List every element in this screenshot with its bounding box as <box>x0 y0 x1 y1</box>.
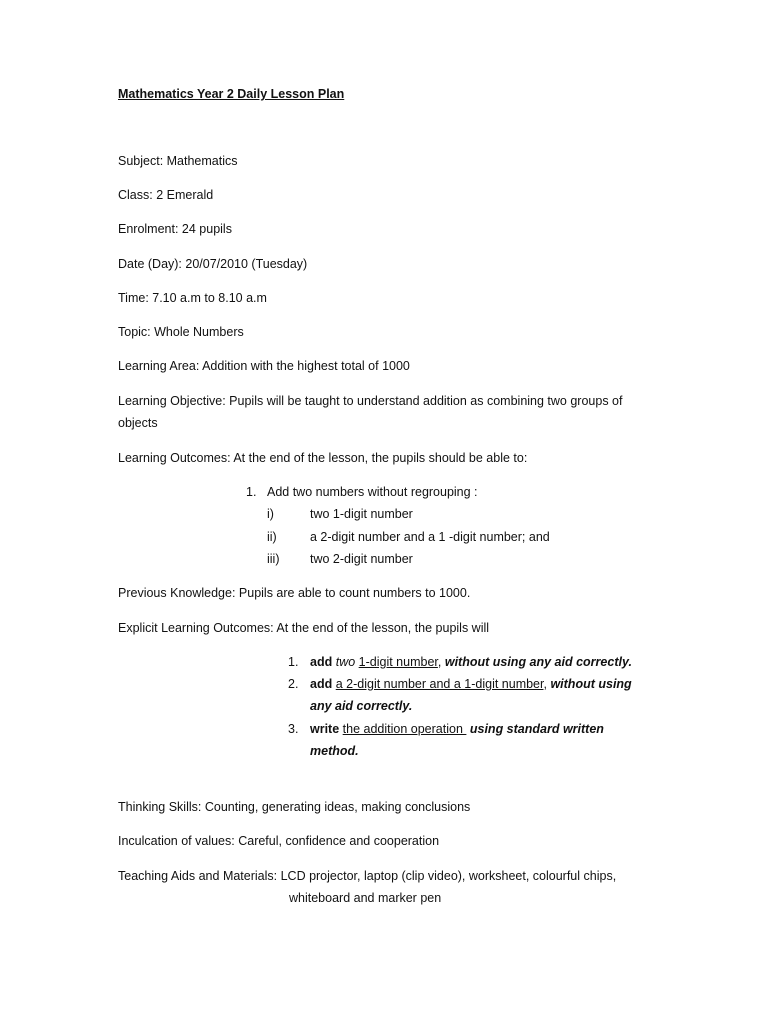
explicit-item-1 <box>310 654 632 670</box>
learning-objective-line2: objects <box>118 416 158 430</box>
subitem-roman: iii) <box>267 552 280 566</box>
explicit-bold-italic: without using <box>550 677 632 691</box>
time-line: Time: 7.10 a.m to 8.10 a.m <box>118 291 267 305</box>
explicit-item-number: 3. <box>288 722 299 736</box>
explicit-italic: two <box>335 655 356 669</box>
explicit-comma: , <box>543 677 547 691</box>
learning-outcomes-intro: Learning Outcomes: At the end of the lesson, the pupils should be able to: <box>118 451 528 465</box>
explicit-item-number: 1. <box>288 655 299 669</box>
explicit-item-3-continued: method. <box>310 744 359 758</box>
subitem-text: two 2-digit number <box>310 552 413 566</box>
explicit-underlined: a 2-digit number and a 1-digit number <box>335 677 544 691</box>
learning-objective-line1: Learning Objective: Pupils will be taught to understand addition as combining two groups of <box>118 394 623 408</box>
subitem-roman: ii) <box>267 530 277 544</box>
subject-line: Subject: Mathematics <box>118 154 238 168</box>
subitem-roman: i) <box>267 507 274 521</box>
explicit-item-2 <box>310 676 632 692</box>
teaching-aids-line1: Teaching Aids and Materials: LCD projector, laptop (clip video), worksheet, colourful chips, <box>118 869 617 883</box>
class-line: Class: 2 Emerald <box>118 188 214 202</box>
date-line: Date (Day): 20/07/2010 (Tuesday) <box>118 257 308 271</box>
explicit-verb: add <box>310 655 333 669</box>
explicit-item-2-continued: any aid correctly. <box>310 699 413 713</box>
explicit-verb: add <box>310 677 333 691</box>
values-line: Inculcation of values: Careful, confidence and cooperation <box>118 834 440 848</box>
explicit-verb: write <box>310 722 340 736</box>
outcome-number: 1. <box>246 485 257 499</box>
explicit-item-3 <box>310 721 604 737</box>
page-title: Mathematics Year 2 Daily Lesson Plan <box>118 87 345 101</box>
explicit-item-number: 2. <box>288 677 299 691</box>
explicit-bold-italic: using standard written <box>469 722 604 736</box>
subitem-text: two 1-digit number <box>310 507 413 521</box>
thinking-skills-line: Thinking Skills: Counting, generating ideas, making conclusions <box>118 800 471 814</box>
topic-line: Topic: Whole Numbers <box>118 325 244 339</box>
explicit-comma: , <box>437 655 442 669</box>
enrolment-line: Enrolment: 24 pupils <box>118 222 232 236</box>
previous-knowledge-line: Previous Knowledge: Pupils are able to count numbers to 1000. <box>118 586 471 600</box>
outcome-text: Add two numbers without regrouping : <box>267 485 478 499</box>
explicit-outcomes-intro: Explicit Learning Outcomes: At the end of the lesson, the pupils will <box>118 621 490 635</box>
subitem-text: a 2-digit number and a 1 -digit number; and <box>310 530 550 544</box>
explicit-bold-italic: without using any aid correctly. <box>444 655 632 669</box>
explicit-underlined: the addition operation <box>342 722 467 736</box>
explicit-underlined: 1-digit number <box>358 655 438 669</box>
teaching-aids-line2: whiteboard and marker pen <box>289 891 442 905</box>
learning-area-line: Learning Area: Addition with the highest total of 1000 <box>118 359 410 373</box>
